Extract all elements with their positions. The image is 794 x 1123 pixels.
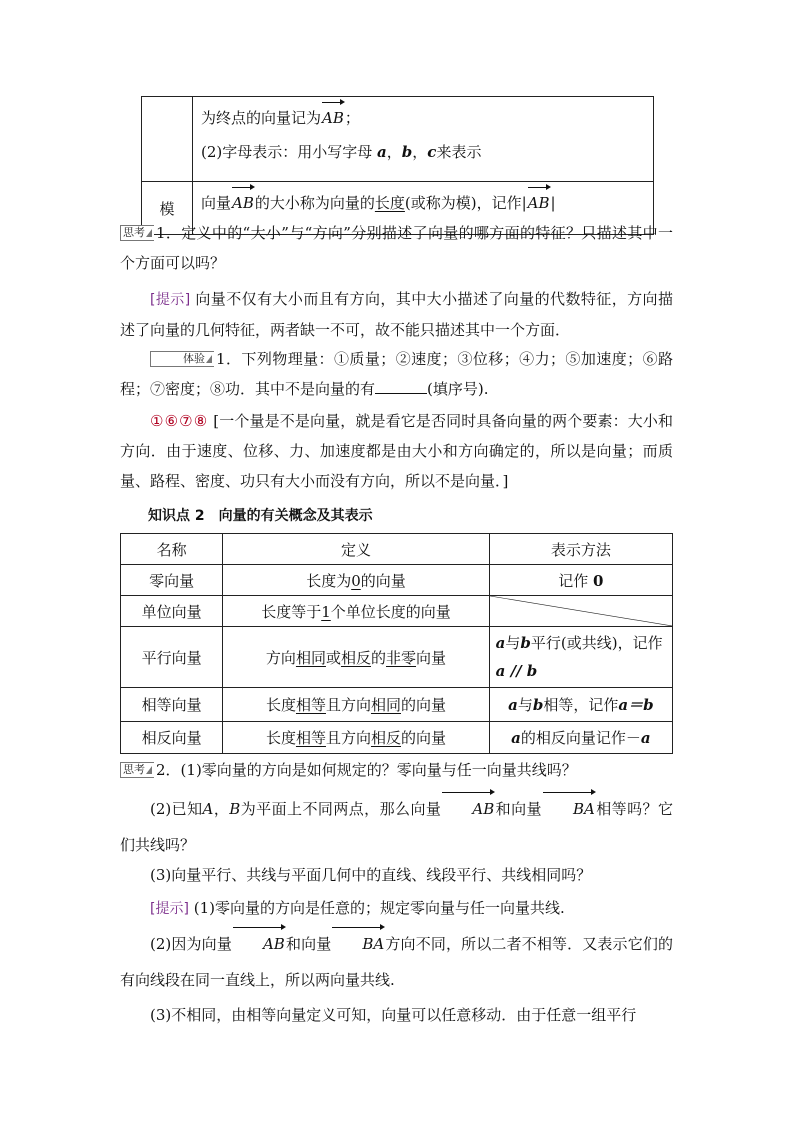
exercise-1 xyxy=(120,344,673,404)
hint-text: 向量不仅有大小而且有方向，其中大小描述了向量的代数特征，方向描述了向量的几何特征，两者缺一不可，故不能只描述其中一个方面． xyxy=(120,290,673,339)
question-part-1: 2．(1)零向量的方向是如何规定的？零向量与任一向量共线吗？ xyxy=(156,761,577,779)
text: 记作 xyxy=(558,571,589,590)
section-title: 知识点 2 向量的有关概念及其表示 xyxy=(148,508,373,524)
text: 的向量 xyxy=(360,571,406,590)
vector-ab: AB xyxy=(231,186,255,220)
text: (2)因为向量 xyxy=(150,935,232,953)
tag-corner-icon xyxy=(206,355,212,363)
letter-a: a xyxy=(377,143,387,161)
text: 个单位长度的向量 xyxy=(330,602,451,621)
cell-notation xyxy=(489,565,672,596)
exercise-tag-label: 体验 xyxy=(183,352,205,365)
letter-a: a xyxy=(495,634,506,652)
definition-table-continued xyxy=(141,96,654,235)
letter-ab-line xyxy=(201,101,645,135)
cell-notation xyxy=(489,722,672,754)
header-definition: 定义 xyxy=(223,534,489,565)
parallel-expression: a // b xyxy=(495,662,538,680)
text: 且方向 xyxy=(325,696,371,714)
header-name: 名称 xyxy=(121,534,223,565)
text: 且方向 xyxy=(325,729,371,747)
underlined-term: 相同 xyxy=(370,696,401,714)
question-part-2 xyxy=(120,791,673,863)
vector-ab: AB xyxy=(441,791,495,827)
cell-name: 单位向量 xyxy=(121,596,223,627)
table-row-opposite-vector xyxy=(121,722,673,754)
exercise-text: 1．下列物理量：①质量；②速度；③位移；④力；⑤加速度；⑥路程；⑦密度；⑧功．其中不是向量的有 xyxy=(120,350,673,398)
text: (或称为模)，记作| xyxy=(404,194,527,212)
think-question-2 xyxy=(120,755,673,785)
cell-definition xyxy=(223,627,489,688)
vector-ba: BA xyxy=(331,926,385,962)
letter-c: c xyxy=(427,143,437,161)
text: 来表示 xyxy=(436,143,482,161)
cell-diagonal-empty xyxy=(489,596,672,627)
cell-definition xyxy=(223,565,489,596)
underlined-term: 0 xyxy=(351,571,361,590)
underlined-term: 长度 xyxy=(374,194,405,212)
text: 长度为 xyxy=(306,571,352,590)
letter-a: a xyxy=(640,729,651,747)
text: 的向量 xyxy=(401,696,447,714)
text: 的相反向量记作－ xyxy=(520,729,641,747)
question-part-3: (3)向量平行、共线与平面几何中的直线、线段平行、共线相同吗？ xyxy=(150,866,592,884)
text: 和向量 xyxy=(285,935,332,953)
answer-blank xyxy=(375,379,427,394)
text: 的向量 xyxy=(401,729,447,747)
text: (2)已知 xyxy=(150,800,203,818)
table-row-parallel-vector xyxy=(121,627,673,688)
underlined-term: 非零 xyxy=(386,648,417,667)
vector-ab: AB xyxy=(527,186,551,220)
text: 与 xyxy=(517,696,533,714)
answer-explanation: [一个量是不是向量，就是看它是否同时具备向量的两个要素：大小和方向．由于速度、位移、力、加速度都是由大小和方向确定的，所以是向量；而质量、路程、密度、功只有大小而没有方向，所以不是向量．] xyxy=(120,412,673,490)
equal-expression: a＝b xyxy=(618,696,654,714)
cell-name: 零向量 xyxy=(121,565,223,596)
question-text: 1．定义中的“大小”与“方向”分别描述了向量的哪方面的特征？只描述其中一个方面可以吗？ xyxy=(120,224,673,272)
cell-name: 相等向量 xyxy=(121,688,223,722)
text: 向量 xyxy=(201,194,232,212)
table-header-row xyxy=(121,534,673,565)
cell-definition xyxy=(223,688,489,722)
text: ， xyxy=(386,143,402,161)
text: 方向不同，所以二者不相等．又表示它们的有向线段在同一直线上，所以两向量共线. xyxy=(120,935,673,989)
text: 长度 xyxy=(265,696,296,714)
cell-name: 平行向量 xyxy=(121,627,223,688)
magnitude-label: 模 xyxy=(142,182,193,235)
vector-ba: BA xyxy=(542,791,596,827)
point-b: B xyxy=(229,800,241,818)
letter-b: b xyxy=(532,696,544,714)
text: 长度 xyxy=(265,729,296,747)
cell-name: 相反向量 xyxy=(121,722,223,754)
text: 为终点的向量记为 xyxy=(201,109,322,127)
hint-text: (1)零向量的方向是任意的；规定零向量与任一向量共线. xyxy=(193,899,565,917)
vector-ab: AB xyxy=(321,101,345,135)
bold-zero: 0 xyxy=(593,571,604,590)
hint-tag: [提示] xyxy=(150,901,189,917)
text: ， xyxy=(213,800,230,818)
text: 的 xyxy=(370,648,386,667)
hint-2-part-1 xyxy=(120,893,673,924)
table-row-zero-vector xyxy=(121,565,673,596)
think-tag-label: 思考 xyxy=(123,226,145,239)
letter-a: a xyxy=(511,729,521,747)
text: 与 xyxy=(505,634,521,652)
lowercase-letter-line xyxy=(201,135,645,169)
header-notation: 表示方法 xyxy=(489,534,672,565)
text: 或 xyxy=(325,648,341,667)
concept-table xyxy=(120,533,673,754)
exercise-tag xyxy=(150,351,214,367)
letter-b: b xyxy=(520,634,531,652)
diagonal-line xyxy=(490,596,672,626)
hint-2-part-2 xyxy=(120,926,673,998)
letter-b: b xyxy=(401,143,413,161)
underlined-term: 相反 xyxy=(340,648,371,667)
hint-tag: [提示] xyxy=(150,292,191,308)
text: | xyxy=(550,194,556,212)
vector-ab: AB xyxy=(232,926,286,962)
underlined-term: 相等 xyxy=(295,729,326,747)
underlined-term: 1 xyxy=(321,602,331,621)
text: 平行(或共线)，记作 xyxy=(530,634,663,652)
table-row-unit-vector xyxy=(121,596,673,627)
representation-cell xyxy=(193,97,654,182)
underlined-term: 相反 xyxy=(370,729,401,747)
exercise-text-end: (填序号). xyxy=(427,380,489,398)
tag-corner-icon xyxy=(146,766,152,774)
think-question-1 xyxy=(120,218,673,278)
letter-a: a xyxy=(508,696,518,714)
cell-notation xyxy=(489,627,672,688)
hint-1 xyxy=(120,284,673,345)
answer-value: ①⑥⑦⑧ xyxy=(150,412,209,430)
underlined-term: 相等 xyxy=(295,696,326,714)
cell-definition xyxy=(223,722,489,754)
think-tag xyxy=(120,762,154,778)
text: (2)字母表示：用小写字母 xyxy=(201,143,373,161)
text: 向量 xyxy=(416,648,447,667)
think-tag xyxy=(120,225,154,241)
text: 相等吗？它们共线吗？ xyxy=(120,800,673,854)
underlined-term: 相同 xyxy=(295,648,326,667)
text: 为平面上不同两点，那么向量 xyxy=(240,800,442,818)
text: 相等，记作 xyxy=(543,696,619,714)
hint-2-part-3: (3)不相同，由相等向量定义可知，向量可以任意移动．由于任意一组平行 xyxy=(150,1006,637,1024)
point-a: A xyxy=(202,800,214,818)
text: 的大小称为向量的 xyxy=(254,194,375,212)
cell-notation xyxy=(489,688,672,722)
text: ， xyxy=(412,143,428,161)
text: 和向量 xyxy=(495,800,542,818)
table-row-equal-vector xyxy=(121,688,673,722)
answer-1 xyxy=(120,406,673,496)
text: ； xyxy=(344,109,360,127)
tag-corner-icon xyxy=(146,229,152,237)
text: 方向 xyxy=(265,648,296,667)
cell-definition xyxy=(223,596,489,627)
text: 长度等于 xyxy=(261,602,322,621)
empty-label-cell xyxy=(142,97,193,182)
think-tag-label: 思考 xyxy=(123,763,145,776)
